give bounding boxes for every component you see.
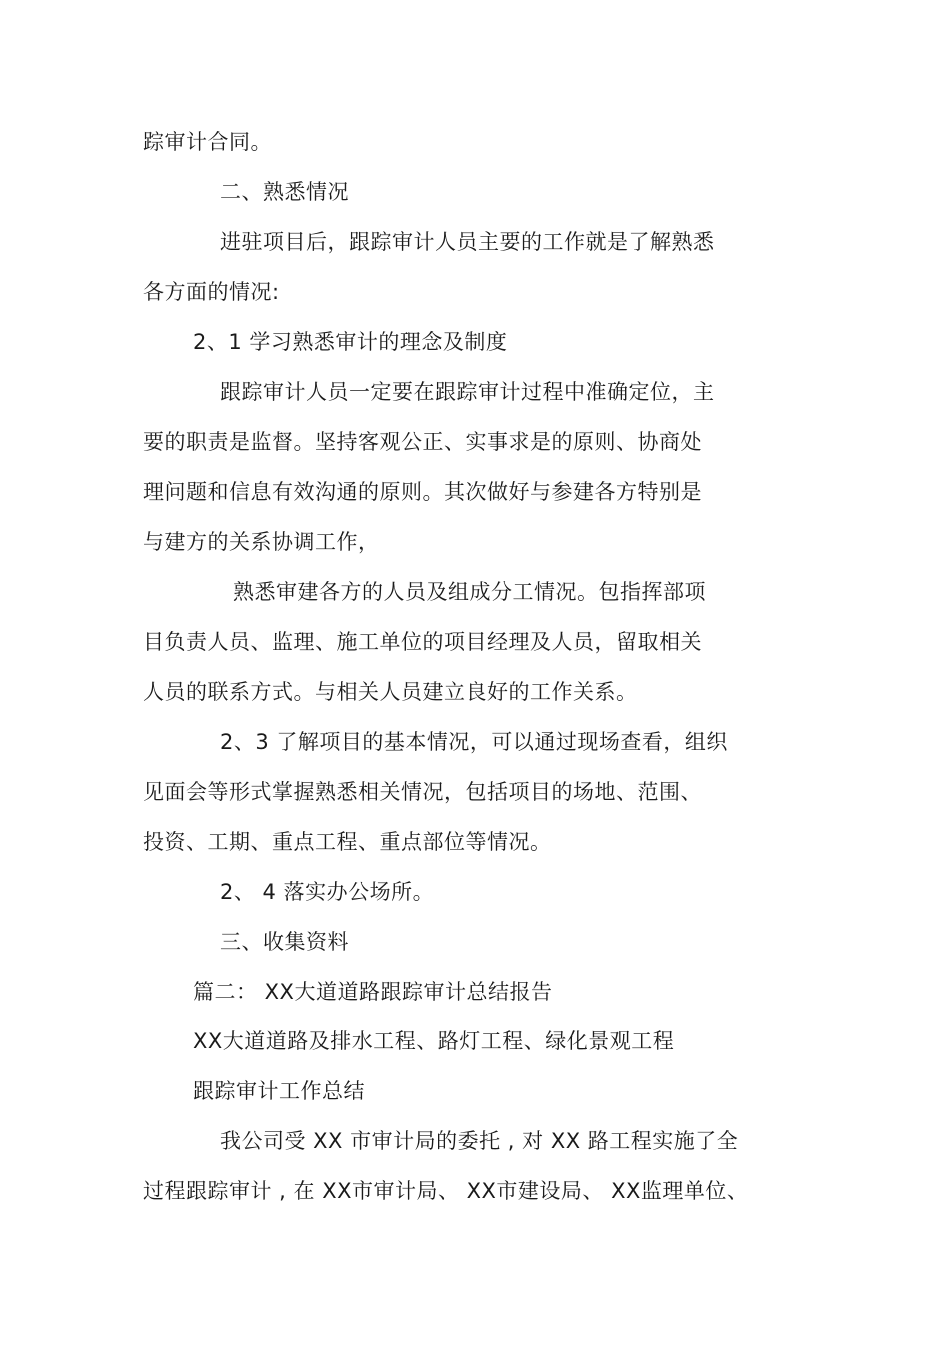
section-heading-3: 三、收集资料 — [220, 930, 349, 954]
text-line-11: 目负责人员、监理、施工单位的项目经理及人员，留取相关 — [143, 630, 702, 654]
text-line-15: 投资、工期、重点工程、重点部位等情况。 — [143, 830, 552, 854]
article-title-2: 篇二： XX大道道路跟踪审计总结报告 — [193, 980, 553, 1004]
text-line-10: 熟悉审建各方的人员及组成分工情况。包指挥部项 — [233, 580, 706, 604]
text-line-13: 2、3 了解项目的基本情况，可以通过现场查看，组织 — [220, 730, 728, 754]
text-line-14: 见面会等形式掌握熟悉相关情况，包括项目的场地、范围、 — [143, 780, 702, 804]
text-line-22: 过程跟踪审计 , 在 XX市审计局、 XX市建设局、 XX监理单位、 — [143, 1179, 749, 1203]
text-line-16: 2、 4 落实办公场所。 — [220, 880, 435, 904]
text-line-6: 跟踪审计人员一定要在跟踪审计过程中准确定位，主 — [220, 380, 715, 404]
text-line-1: 踪审计合同。 — [143, 130, 272, 154]
section-heading-2: 二、熟悉情况 — [220, 180, 349, 204]
report-title-line-1: XX大道道路及排水工程、路灯工程、绿化景观工程 — [193, 1029, 675, 1053]
subheading-2-1: 2、1 学习熟悉审计的理念及制度 — [193, 330, 508, 354]
text-line-7: 要的职责是监督。坚持客观公正、实事求是的原则、协商处 — [143, 430, 702, 454]
text-line-12: 人员的联系方式。与相关人员建立良好的工作关系。 — [143, 680, 638, 704]
text-line-21: 我公司受 XX 市审计局的委托 , 对 XX 路工程实施了全 — [220, 1129, 739, 1153]
text-line-9: 与建方的关系协调工作， — [143, 530, 380, 554]
text-line-8: 理问题和信息有效沟通的原则。其次做好与参建各方特别是 — [143, 480, 702, 504]
text-line-3: 进驻项目后，跟踪审计人员主要的工作就是了解熟悉 — [220, 230, 715, 254]
report-title-line-2: 跟踪审计工作总结 — [193, 1079, 365, 1103]
text-line-4: 各方面的情况: — [143, 280, 280, 304]
